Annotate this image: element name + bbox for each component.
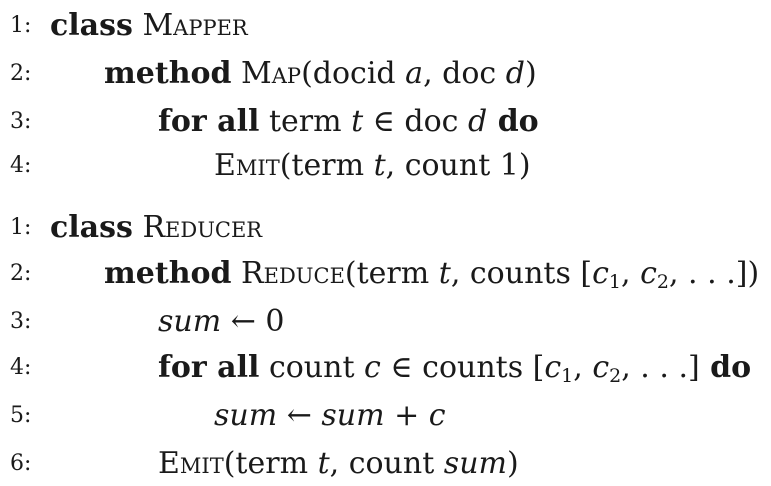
text: , count 1): [385, 148, 531, 183]
code: [214, 394, 446, 438]
text: ←: [277, 398, 322, 433]
keyword-do: do: [487, 104, 539, 139]
var: c: [592, 256, 609, 291]
text: term: [259, 104, 352, 139]
text: count: [259, 350, 365, 385]
keyword-class: class: [50, 210, 133, 245]
var: t: [438, 256, 451, 291]
text: , . . .]: [621, 350, 700, 385]
var: t: [351, 104, 364, 139]
keyword-method: method: [104, 256, 232, 291]
method-name: Reduce: [241, 256, 345, 291]
text: ∈ doc: [363, 104, 469, 139]
class-name: Reducer: [142, 210, 263, 245]
var: c: [544, 350, 562, 385]
line-number: 3:: [10, 109, 32, 134]
text: ← 0: [221, 304, 285, 339]
keyword-class: class: [50, 8, 133, 43]
subscript: 1: [608, 271, 621, 293]
text: ): [524, 56, 537, 91]
line-number: 5:: [10, 403, 32, 428]
text: (term: [223, 446, 318, 481]
text: +: [384, 398, 429, 433]
line-number: 4:: [10, 153, 32, 178]
code: [158, 100, 539, 144]
line-number: 2:: [10, 61, 32, 86]
function-emit: Emit: [158, 446, 224, 481]
code: [50, 206, 262, 250]
text: (docid: [301, 56, 406, 91]
var: t: [373, 148, 386, 183]
text: (term: [344, 256, 439, 291]
method-name: Map: [241, 56, 302, 91]
keyword-for-all: for all: [158, 350, 260, 385]
var: sum: [214, 398, 278, 433]
code: [158, 346, 751, 390]
var: sum: [321, 398, 385, 433]
subscript: 1: [561, 365, 574, 387]
code: [104, 52, 537, 96]
line-number: 6:: [10, 451, 32, 476]
subscript: 2: [656, 271, 669, 293]
var: t: [317, 446, 330, 481]
var: d: [505, 56, 525, 91]
text: , counts [: [450, 256, 593, 291]
var: c: [640, 256, 657, 291]
function-emit: Emit: [214, 148, 280, 183]
code: [50, 4, 248, 48]
line-number: 2:: [10, 261, 32, 286]
line-number: 1:: [10, 215, 32, 240]
text: , . . .]): [668, 256, 760, 291]
text: ): [506, 446, 519, 481]
class-name: Mapper: [142, 8, 248, 43]
var: d: [468, 104, 488, 139]
var: sum: [158, 304, 222, 339]
keyword-do: do: [699, 350, 752, 385]
code: [104, 252, 759, 296]
text: ,: [573, 350, 593, 385]
var: c: [364, 350, 381, 385]
line-number: 3:: [10, 309, 32, 334]
line-number: 1:: [10, 13, 32, 38]
var: c: [428, 398, 446, 433]
keyword-for-all: for all: [158, 104, 260, 139]
text: , count: [329, 446, 444, 481]
subscript: 2: [609, 365, 622, 387]
line-number: 4:: [10, 355, 32, 380]
var: sum: [443, 446, 507, 481]
keyword-method: method: [104, 56, 232, 91]
code: [158, 300, 284, 344]
var: a: [405, 56, 424, 91]
code: [158, 442, 519, 486]
text: ,: [621, 256, 641, 291]
code: [214, 144, 531, 188]
text: , doc: [423, 56, 506, 91]
text: (term: [279, 148, 374, 183]
text: ∈ counts [: [380, 350, 545, 385]
var: c: [592, 350, 610, 385]
